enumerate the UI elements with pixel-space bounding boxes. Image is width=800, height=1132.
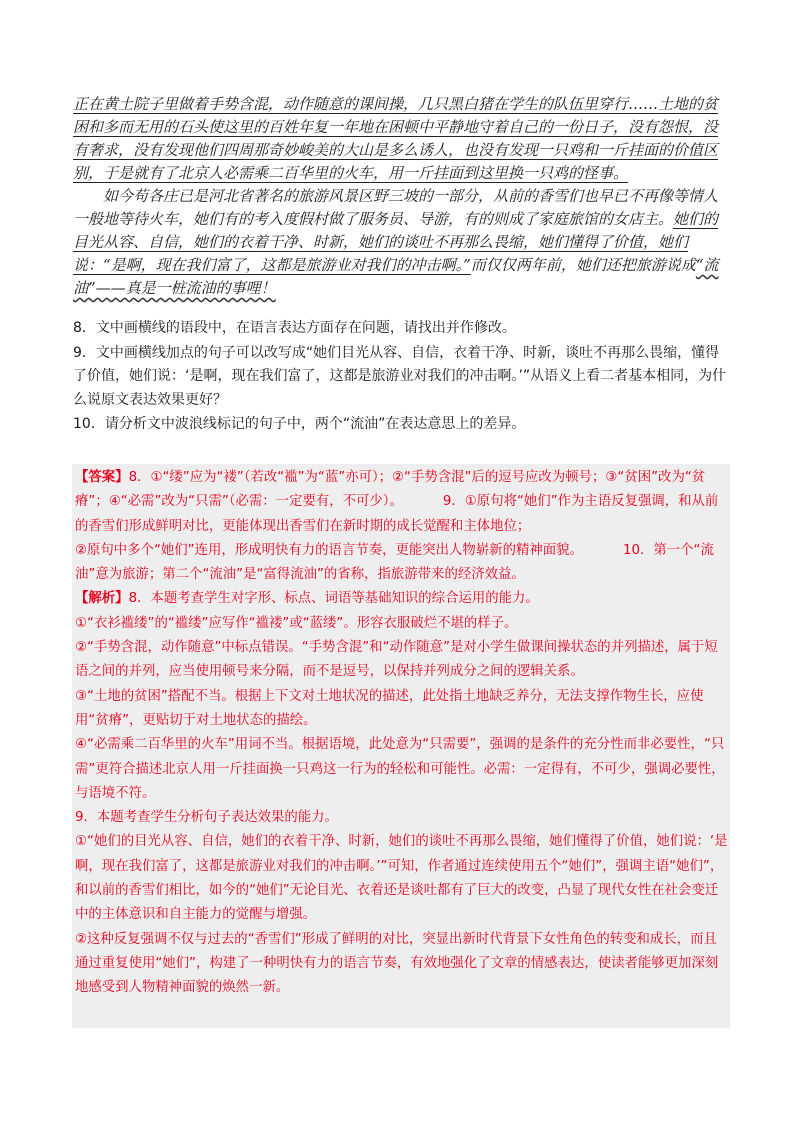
passage-paragraph-2 [73,185,728,300]
answer-tag: 【答案】 [75,470,129,485]
question-9: 9．文中画横线加点的句子可以改写成“她们目光从容、自信，衣着干净、时新，谈吐不再那么畏缩，懂得了价值，她们说：‘是啊，现在我们富了，这都是旅游业对我们的冲击啊。’”从语义上看二者基本相同，为什么说原文表达效果更好？ [73,344,727,408]
reading-passage [73,93,728,300]
passage-text: 如今苟各庄已是河北省著名的旅游风景区野三坡的一部分，从前的香雪们也早已不再像等情人一般地等待火车，她们有的考入度假村做了服务员、导游，有的则成了家庭旅馆的女店主。 [73,187,719,228]
answer-block-2 [75,539,729,588]
passage-paragraph-1 [73,93,728,185]
answer-section [75,466,729,1001]
answer-10: 10．第一个“流油”意为旅游；第二个“流油”是“富得流油”的省称，指旅游带来的经济效益。 [75,542,714,583]
analysis-line: ②这种反复强调不仅与过去的“香雪们”形成了鲜明的对比，突显出新时代背景下女性角色的转变和成长，而且通过重复使用“她们”，构建了一种明快有力的语言节奏，有效地强化了文章的情感表达，使读者能够更加深刻地感受到人物精神面貌的焕然一新。 [75,931,719,996]
wavy-underlined-sentence: “流油”——真是一桩流油的事哩！ [73,256,719,297]
question-10: 10．请分析文中波浪线标记的句子中，两个“流油”在表达意思上的差异。 [73,416,526,432]
answer-block [75,466,729,539]
underlined-dotted-sentence: 她们的目光从容、自信，她们的衣着干净、时新，她们的谈吐不再那么畏缩，她们懂得了价值，她们说：“是啊，现在我们富了，这都是旅游业对我们的冲击啊。” [73,210,719,274]
analysis-line: ③“土地的贫困”搭配不当。根据上下文对土地状况的描述，此处指土地缺乏养分，无法支撑作物生长，应使用“贫瘠”，更贴切于对土地状态的描绘。 [75,688,704,728]
analysis-line: ①“衣衫褴缕”的“褴缕”应写作“褴褛”或“蓝缕”。形容衣服破烂不堪的样子。 [75,615,518,631]
underlined-segment: 正在黄土院子里做着手势含混，动作随意的课间操，几只黑白猪在学生的队伍里穿行……土地的贫困和多而无用的石头使这里的百姓年复一年地在困顿中平静地守着自己的一份日子，没有怨恨，没有奢求，没有发现他们四周那奇妙峻美的大山是多么诱人，也没有发现一只鸡和一斤挂面的价值区别，于是就有了北京人必需乘二百华里的火车，用一斤挂面到这里换一只鸡的怪事。 [73,95,719,182]
analysis-line: ①“她们的目光从容、自信，她们的衣着干净、时新，她们的谈吐不再那么畏缩，她们懂得了价值，她们说：‘是啊，现在我们富了，这都是旅游业对我们的冲击啊。’”可知，作者通过连续使用五个“她们”，强调主语“她们”，和以前的香雪们相比，如今的“她们”无论目光、衣着还是谈吐都有了巨大的改变，凸显了现代女性在社会变迁中的主体意识和自主能力的觉醒与增强。 [75,834,728,923]
question-8: 8．文中画横线的语段中，在语言表达方面存在问题，请找出并作修改。 [73,320,516,336]
answer-8: 8．①“缕”应为“褛”（若改“褴”为“蓝”亦可）；②“手势含混”后的逗号应改为顿号；③“贫困”改为“贫瘠”；④“必需”改为“只需”（必需：一定要有，不可少）。 [75,470,706,510]
analysis-line: ②“手势含混，动作随意”中标点错误。“手势含混”和“动作随意”是对小学生做课间操状态的并列描述，属于短语之间的并列，应当使用顿号来分隔，而不是逗号，以保持并列成分之间的逻辑关系。 [75,640,718,680]
analysis-line: 8．本题考查学生对字形、标点、词语等基础知识的综合运用的能力。 [128,591,539,607]
passage-text: 而仅仅两年前，她们还把旅游说成 [470,256,696,274]
question-list [73,317,733,438]
answer-9-part-2: ②原句中多个“她们”连用，形成明快有力的语言节奏，更能突出人物崭新的精神面貌。 [75,542,583,558]
analysis-tag: 【解析】 [75,591,129,607]
analysis-heading-line [75,587,729,611]
analysis-line: 9．本题考查学生分析句子表达效果的能力。 [75,810,338,826]
analysis-line: ④“必需乘二百华里的火车”用词不当。根据语境，此处意为“只需要”，强调的是条件的充分性而非必要性，“只需”更符合描述北京人用一斤挂面换一只鸡这一行为的轻松和可能性。必需：一定得有，不可少，强调必要性，与语境不符。 [75,737,725,801]
answer-9-part-1: 9．①原句将“她们”作为主语反复强调，和从前的香雪们形成鲜明对比，更能体现出香雪们在新时期的成长觉醒和主体地位； [75,494,719,534]
